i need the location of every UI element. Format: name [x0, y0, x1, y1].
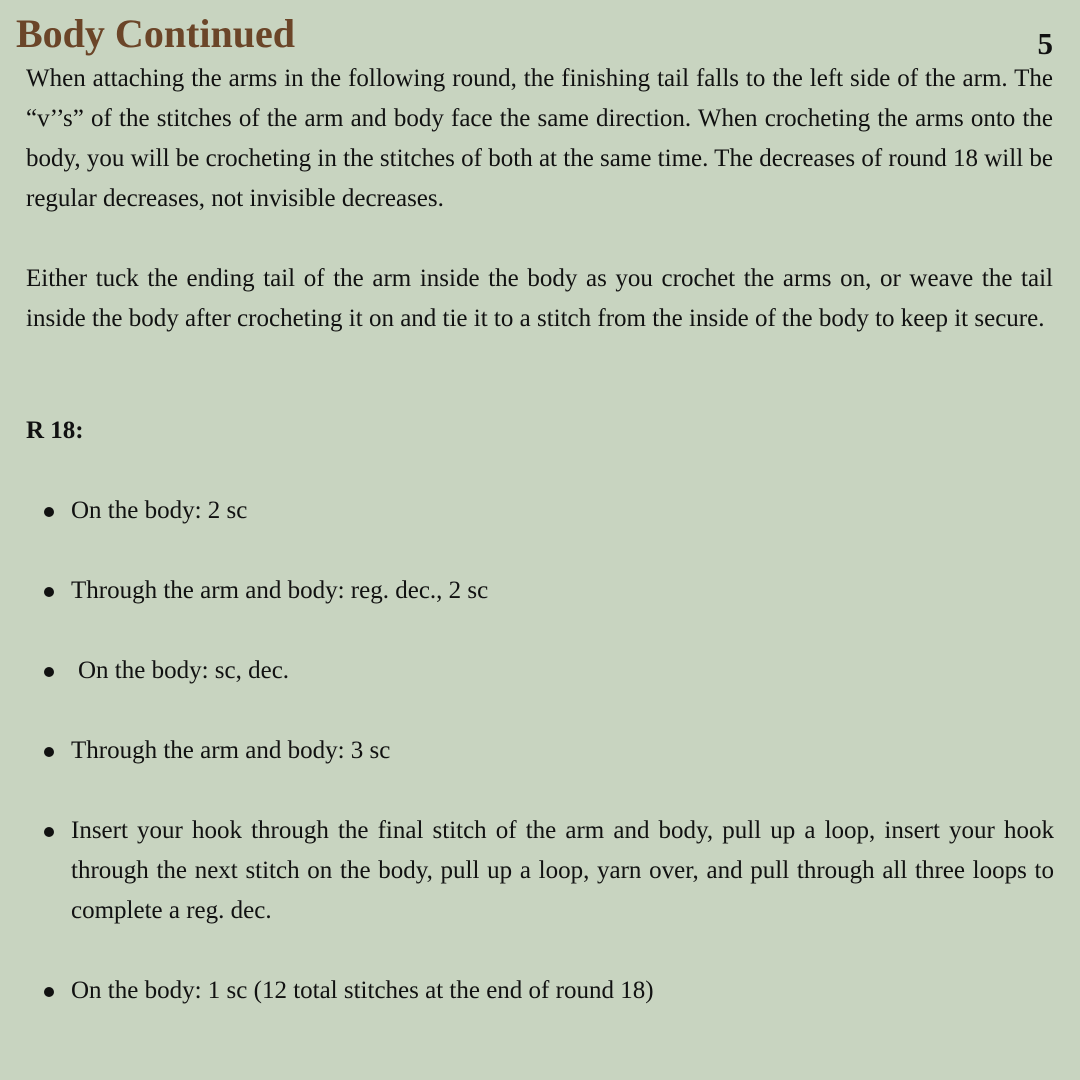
step-text: Through the arm and body: 3 sc [71, 737, 391, 764]
bullet-icon [44, 747, 54, 757]
step-text: Insert your hook through the final stitch of the arm and body, pull up a loop, insert your hook through the next stitch on the body, pull up a loop, yarn over, and pull through all three loops to complete a reg. dec. [71, 817, 1054, 924]
bullet-icon [44, 667, 54, 677]
page-title: Body Continued [16, 11, 295, 56]
bullet-icon [44, 827, 54, 837]
bullet-icon [44, 507, 54, 517]
page-number: 5 [1037, 26, 1053, 61]
list-item [44, 491, 1054, 531]
tail-instructions-paragraph: Either tuck the ending tail of the arm inside the body as you crochet the arms on, or weave the tail inside the body after crocheting it on and tie it to a stitch from the inside of the body to keep it secure. [26, 265, 1053, 332]
list-item [44, 651, 1054, 691]
intro-paragraph: When attaching the arms in the following round, the finishing tail falls to the left side of the arm. The “v’’s” of the stitches of the arm and body face the same direction. When crocheting the arms onto the body, you will be crocheting in the stitches of both at the same time. The decreases of round 18 will be regular decreases, not invisible decreases. [26, 65, 1053, 212]
list-item [44, 571, 1054, 611]
step-text: On the body: 2 sc [71, 497, 248, 524]
list-item [44, 811, 1054, 931]
step-text: Through the arm and body: reg. dec., 2 sc [71, 577, 489, 604]
step-text: On the body: sc, dec. [78, 657, 290, 684]
step-text: On the body: 1 sc (12 total stitches at the end of round 18) [71, 977, 654, 1004]
bullet-icon [44, 987, 54, 997]
bullet-icon [44, 587, 54, 597]
list-item [44, 971, 1054, 1011]
list-item [44, 731, 1054, 771]
round-label: R 18: [26, 417, 84, 444]
